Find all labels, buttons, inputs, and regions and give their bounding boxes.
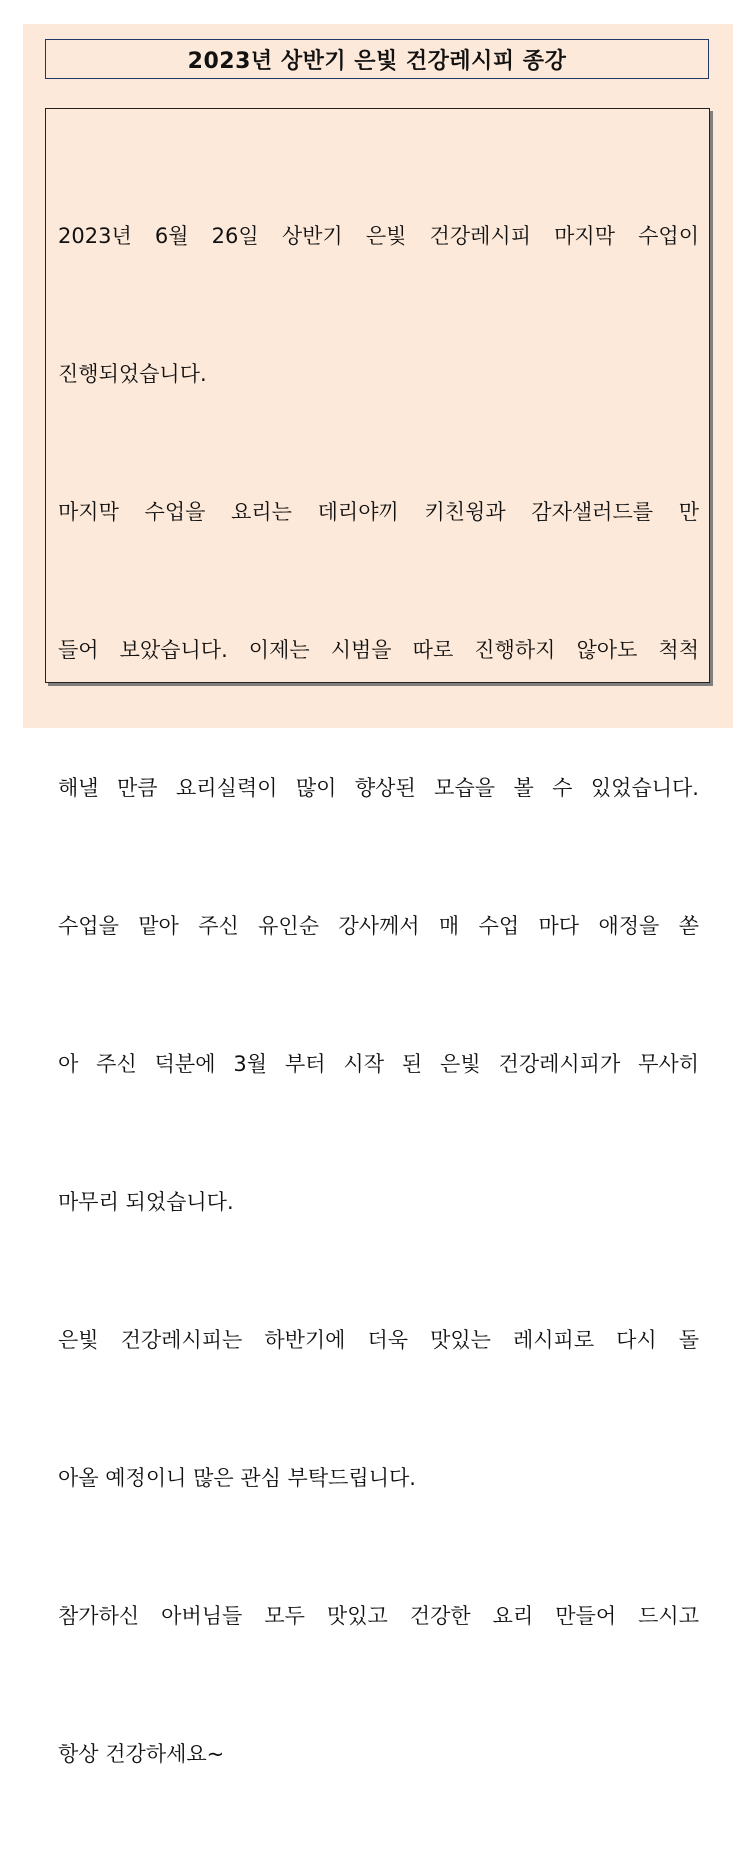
- paragraph-3-line-2: 아 주신 덕분에 3월 부터 시작 된 은빛 건강레시피가 무사히: [58, 1052, 699, 1076]
- page-title: 2023년 상반기 은빛 건강레시피 종강: [187, 48, 567, 74]
- paragraph-2-line-2: 들어 보았습니다. 이제는 시범을 따로 진행하지 않아도 척척: [58, 638, 699, 662]
- paragraph-2-line-3: 해낼 만큼 요리실력이 많이 향상된 모습을 볼 수 있었습니다.: [58, 776, 699, 800]
- article-text: [58, 121, 699, 1869]
- paragraph-4-line-1: 은빛 건강레시피는 하반기에 더욱 맛있는 레시피로 다시 돌: [58, 1328, 699, 1352]
- paragraph-1-line-2: 진행되었습니다.: [58, 362, 207, 386]
- paragraph-5-line-1: 참가하신 아버님들 모두 맛있고 건강한 요리 만들어 드시고: [58, 1604, 699, 1628]
- article-body: [45, 108, 710, 1766]
- title-banner: [45, 39, 709, 79]
- paragraph-3-line-3: 마무리 되었습니다.: [58, 1190, 234, 1214]
- paragraph-2-line-1: 마지막 수업을 요리는 데리야끼 키친윙과 감자샐러드를 만: [58, 500, 699, 524]
- paragraph-5-line-2: 항상 건강하세요~: [58, 1742, 225, 1766]
- paragraph-4-line-2: 아올 예정이니 많은 관심 부탁드립니다.: [58, 1466, 416, 1490]
- paragraph-1-line-1: 2023년 6월 26일 상반기 은빛 건강레시피 마지막 수업이: [58, 224, 699, 248]
- paragraph-3-line-1: 수업을 맡아 주신 유인순 강사께서 매 수업 마다 애정을 쏟: [58, 914, 699, 938]
